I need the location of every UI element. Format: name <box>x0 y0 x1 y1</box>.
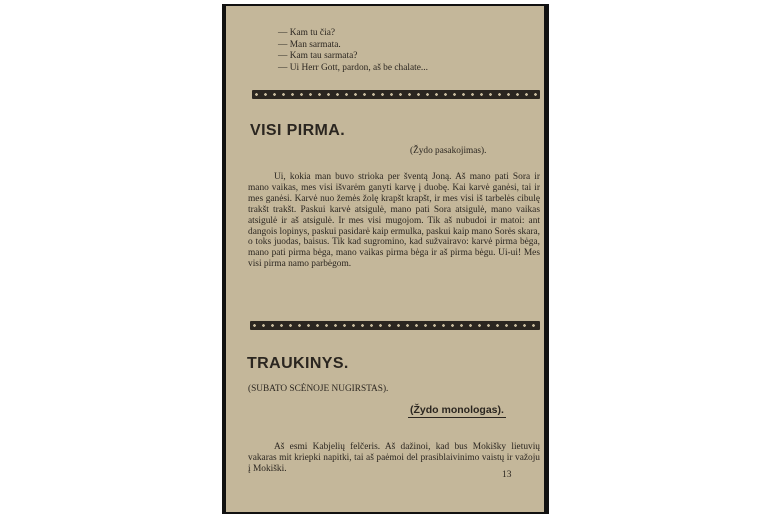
dialog-line: — Man sarmata. <box>278 39 341 50</box>
page-number: 13 <box>502 470 512 480</box>
dialog-line: — Kam tau sarmata? <box>278 51 358 61</box>
dialog-line: — Ui Herr Gott, pardon, aš be chalate... <box>278 62 428 73</box>
story-paragraph: Ui, kokia man buvo strioka per šventą Joną. Aš mano pati Sora ir mano vaikas, mes visi išvarėm ganyti karvę į duobę. Kai karvė ganėsi, tai ir mes ganėsi. Karvė nuo žemės žolę krapšt krapšt, ir mes visi iš tarbelės cibulę trakšt trakšt. Paskui karvė atsigulė, mano pati Sora atsigulė, mano vaikas atsigulė ir aš atsigulė. Ir mes visi mugojom. Tik aš nubudoi ir matoi: ant dangois lopinys, paskui pasidarė kaip ermulka, paskui kaip mano Sorės skara, o toks juodas, baisus. Tik kad sugrominо, kad sužvairavo: karvė pirma bėga, mano pati pirma bėga, mano vaikas pirma bėga ir aš pirma bėgu. Ui-ui! Mes visi pirma namo parbėgom. <box>248 172 540 270</box>
section-subtitle: (SUBATO SCĖNOJE NUGIRSTAS). <box>248 384 389 394</box>
section-title: VISI PIRMA. <box>250 122 346 139</box>
monolog-label: (Žydo monologas). <box>410 404 504 416</box>
section-subtitle: (Žydo pasakojimas). <box>410 146 487 156</box>
ornamental-divider <box>250 321 540 330</box>
story-paragraph: Aš esmi Kabjelių felčeris. Aš dažinoi, kad bus Mokišky lietuvių vakaras mit kriepki napitki, tai aš pаėmoi del prasiblaivinimo vaistų ir važoju į Mokiški. <box>248 442 540 474</box>
ornamental-divider <box>252 90 540 99</box>
dialog-block <box>278 28 428 74</box>
section-title: TRAUKINYS. <box>247 355 349 372</box>
book-page <box>226 6 544 512</box>
dialog-line: — Kam tu čia? <box>278 28 336 38</box>
